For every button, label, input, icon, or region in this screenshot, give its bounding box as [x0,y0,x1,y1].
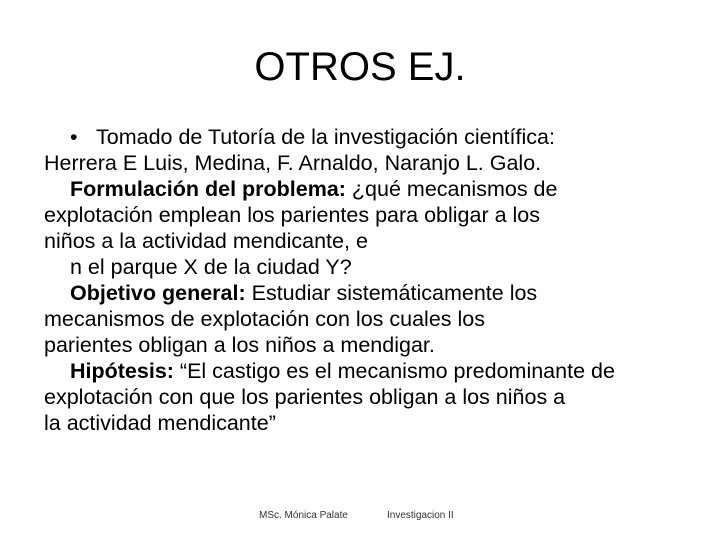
problem-tail-line: n el parque X de la ciudad Y? [70,255,352,279]
objective-line-3: parientes obligan a los niños a mendigar. [44,333,435,357]
hypothesis-line-1: “El castigo es el mecanismo predominante de [173,359,615,383]
source-line-1: Tomado de Tutoría de la investigación científica: [96,125,555,149]
problem-line-2: explotación emplean los parientes para obligar a los [44,203,541,227]
hypothesis-paragraph [44,358,704,436]
footer-author: MSc. Mónica Palate [259,510,348,521]
objective-paragraph [44,280,704,358]
source-line-2: Herrera E Luis, Medina, F. Arnaldo, Naranjo L. Galo. [44,151,542,175]
problem-line-3: niños a la actividad mendicante, e [44,229,368,253]
hypothesis-label: Hipótesis: [70,359,174,383]
objective-line-2: mecanismos de explotación con los cuales los [44,307,485,331]
problem-label: Formulación del problema: [70,177,346,201]
hypothesis-line-2: explotación con que los parientes obligan a los niños a [44,385,566,409]
objective-label: Objetivo general: [70,281,246,305]
objective-line-1: Estudiar sistemáticamente los [245,281,538,305]
slide-body [44,124,704,436]
problem-tail-paragraph [44,254,704,280]
bullet-icon: • [70,125,78,149]
footer-course: Investigacion II [387,510,454,521]
hypothesis-line-3: la actividad mendicante” [44,411,276,435]
source-paragraph [44,124,704,176]
problem-line-1: ¿qué mecanismos de [345,177,558,201]
problem-paragraph [44,176,704,254]
slide-title: OTROS EJ. [254,45,466,89]
